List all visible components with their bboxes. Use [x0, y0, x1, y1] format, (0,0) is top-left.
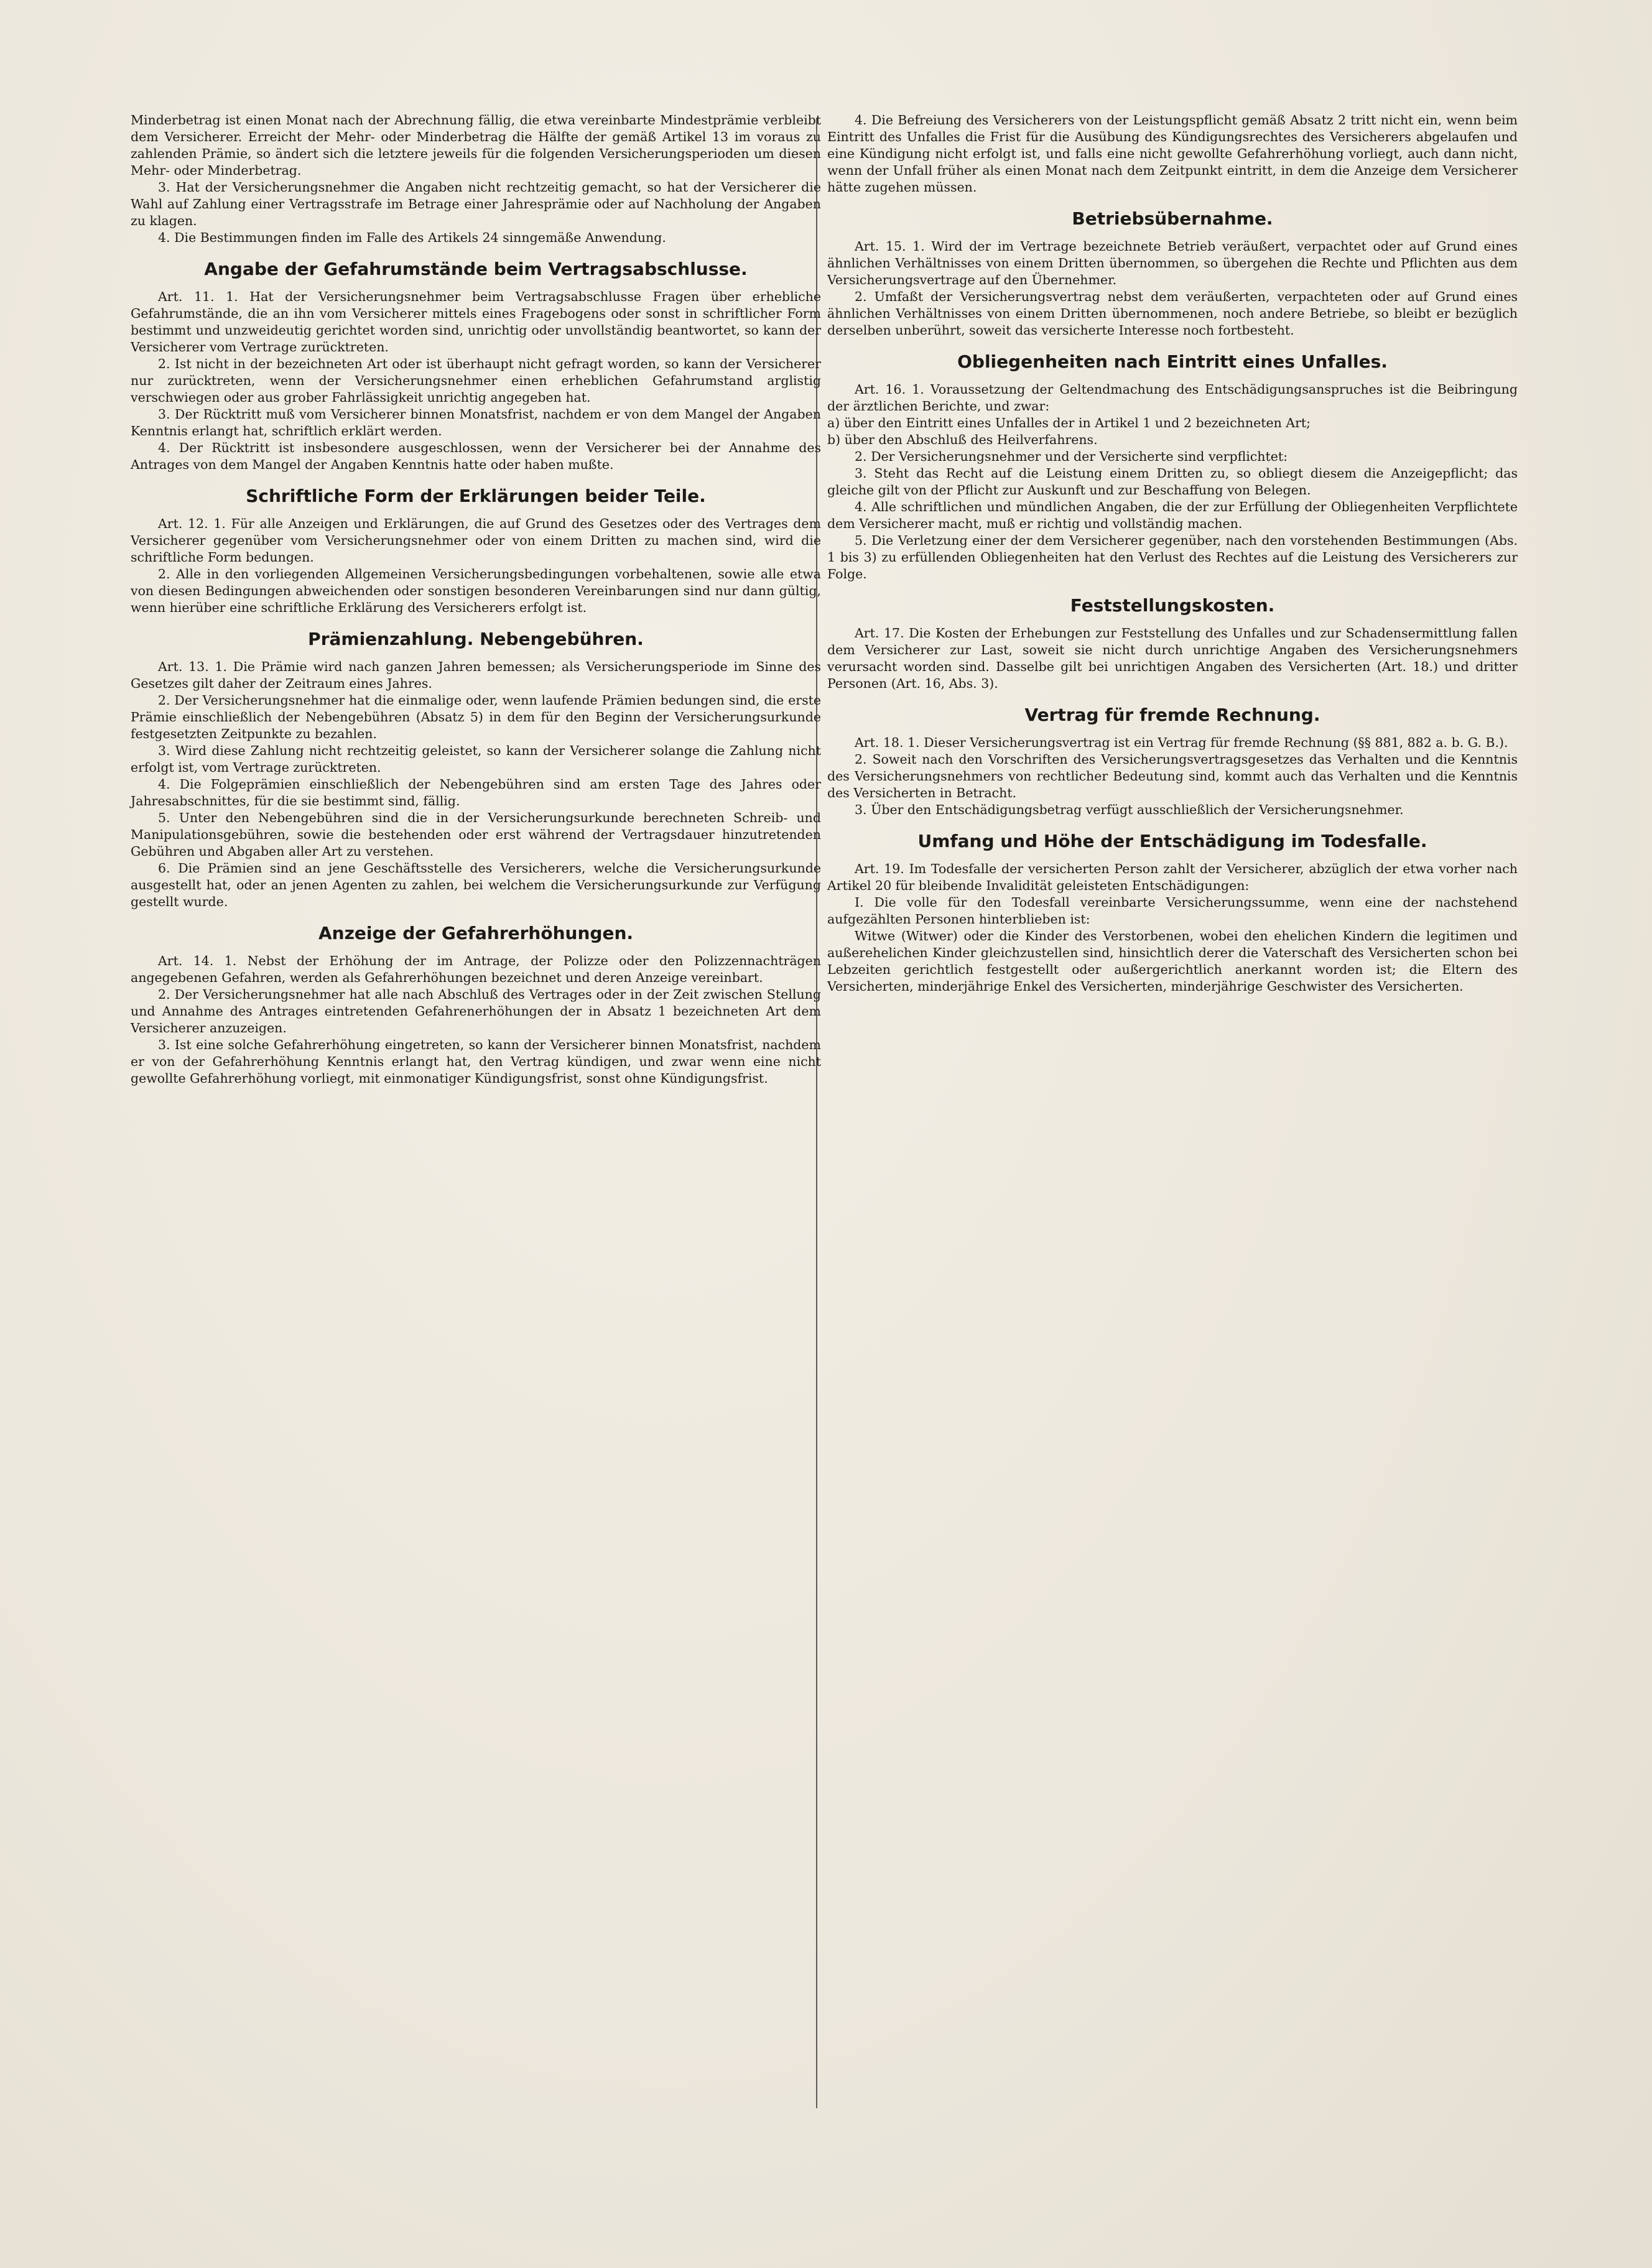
paragraph: Minderbetrag ist einen Monat nach der Abrechnung fällig, die etwa vereinbarte Mindestprämie verbleibt dem Versicherer. Erreicht der Mehr- oder Minderbetrag die Hälfte der gemäß Artikel 13 im voraus zu zahlenden Prämie, so ändert sich die letztere jeweils für die folgenden Versicherungsperioden um diesen Mehr- oder Minderbetrag. [131, 113, 821, 178]
paragraph: Art. 11. 1. Hat der Versicherungsnehmer beim Vertragsabschlusse Fragen über erhebliche Gefahrumstände, die an ihn vom Versicherer mittels eines Fragebogens oder sonst in schriftlicher Form bestimmt und unzweideutig gerichtet worden sind, unrichtig oder unvollständig beantwortet, so kann der Versicherer vom Vertrage zurücktreten. [131, 289, 821, 354]
paragraph: 5. Unter den Nebengebühren sind die in der Versicherungsurkunde berechneten Schreib- und Manipulationsgebühren, sowie die bestehenden oder erst während der Vertragsdauer hinzutretenden Gebühren und Abgaben aller Art zu verstehen. [131, 810, 821, 859]
paragraph: 2. Der Versicherungsnehmer und der Versicherte sind verpflichtet: [855, 449, 1288, 464]
paragraph: 5. Die Verletzung einer der dem Versicherer gegenüber, nach den vorstehenden Bestimmungen (Abs. 1 bis 3) zu erfüllenden Obliegenheiten hat den Verlust des Rechtes auf die Leistung des Versicherers zur Folge. [827, 533, 1518, 581]
paragraph: 4. Die Befreiung des Versicherers von der Leistungspflicht gemäß Absatz 2 tritt nicht ein, wenn beim Eintritt des Unfalles die Frist für die Ausübung des Kündigungsrechtes des Versicherers abgelaufen und eine Kündigung nicht erfolgt ist, und falls eine nicht gewollte Gefahrerhöhung vorliegt, auch dann nicht, wenn der Unfall früher als einen Monat nach dem Zeitpunkt eintritt, in dem die Anzeige dem Versicherer hätte zugehen müssen. [827, 113, 1518, 195]
section-heading: Prämienzahlung. Nebengebühren. [308, 629, 644, 649]
paragraph: Witwe (Witwer) oder die Kinder des Verstorbenen, wobei den ehelichen Kindern die legitimen und außerehelichen Kinder gleichzustellen sind, hinsichtlich derer die Vaterschaft des Versicherten schon bei Lebzeiten gerichtlich festgestellt oder außergerichtlich anerkannt worden ist; die Eltern des Versicherten, minderjährige Enkel des Versicherten, minderjährige Geschwister des Versicherten. [827, 928, 1518, 994]
section-heading: Angabe der Gefahrumstände beim Vertragsabschlusse. [204, 259, 748, 279]
paragraph: 2. Der Versicherungsnehmer hat alle nach Abschluß des Vertrages oder in der Zeit zwischen Stellung und Annahme des Antrages eintretenden Gefahrenerhöhungen der in Absatz 1 bezeichneten Art dem Versicherer anzuzeigen. [131, 987, 821, 1035]
paragraph: Art. 18. 1. Dieser Versicherungsvertrag ist ein Vertrag für fremde Rechnung (§§ 881, 882 a. b. G. B.). [855, 735, 1508, 750]
paragraph: 3. Steht das Recht auf die Leistung einem Dritten zu, so obliegt diesem die Anzeigepflicht; das gleiche gilt von der Pflicht zur Auskunft und zur Beschaffung von Belegen. [827, 466, 1518, 498]
paragraph: 3. Ist eine solche Gefahrerhöhung eingetreten, so kann der Versicherer binnen Monatsfrist, nachdem er von der Gefahrerhöhung Kenntnis erlangt hat, den Vertrag kündigen, und zwar wenn eine nicht gewollte Gefahrerhöhung vorliegt, mit einmonatiger Kündigungsfrist, sonst ohne Kündigungsfrist. [131, 1037, 821, 1086]
section-heading: Obliegenheiten nach Eintritt eines Unfalles. [957, 351, 1388, 372]
paragraph: 4. Die Folgeprämien einschließlich der Nebengebühren sind am ersten Tage des Jahres oder Jahresabschnittes, für die sie bestimmt sind, fällig. [131, 777, 821, 808]
section-heading: Vertrag für fremde Rechnung. [1024, 705, 1320, 725]
paragraph: 3. Über den Entschädigungsbetrag verfügt ausschließlich der Versicherungsnehmer. [855, 802, 1404, 817]
paragraph: 4. Der Rücktritt ist insbesondere ausgeschlossen, wenn der Versicherer bei der Annahme des Antrages von dem Mangel der Angaben Kenntnis hatte oder haben mußte. [131, 440, 821, 472]
paragraph: 2. Alle in den vorliegenden Allgemeinen Versicherungsbedingungen vorbehaltenen, sowie alle etwa von diesen Bedingungen abweichenden oder sonstigen besonderen Vereinbarungen sind nur dann gültig, wenn hierüber eine schriftliche Erklärung des Versicherers erfolgt ist. [131, 567, 821, 615]
paragraph: 2. Der Versicherungsnehmer hat die einmalige oder, wenn laufende Prämien bedungen sind, die erste Prämie einschließlich der Nebengebühren (Absatz 5) in dem für den Beginn der Versicherungsurkunde festgesetzten Zeitpunkte zu bezahlen. [131, 693, 821, 741]
list-item: b) über den Abschluß des Heilverfahrens. [827, 432, 1098, 447]
list-item: a) über den Eintritt eines Unfalles der in Artikel 1 und 2 bezeichneten Art; [827, 415, 1311, 430]
paragraph: 4. Die Bestimmungen finden im Falle des Artikels 24 sinngemäße Anwendung. [158, 230, 666, 245]
paragraph: 3. Der Rücktritt muß vom Versicherer binnen Monatsfrist, nachdem er von dem Mangel der Angaben Kenntnis erlangt hat, schriftlich erklärt werden. [131, 407, 821, 438]
paragraph: 3. Wird diese Zahlung nicht rechtzeitig geleistet, so kann der Versicherer solange die Zahlung nicht erfolgt ist, vom Vertrage zurücktreten. [131, 743, 821, 775]
paragraph: Art. 15. 1. Wird der im Vertrage bezeichnete Betrieb veräußert, verpachtet oder auf Grund eines ähnlichen Verhältnisses von einem Dritten übernommen, so übergehen die Rechte und Pflichten aus dem Versicherungsvertrage auf den Übernehmer. [827, 239, 1518, 287]
paragraph: Art. 14. 1. Nebst der Erhöhung der im Antrage, der Polizze oder den Polizzennachträgen angegebenen Gefahren, werden als Gefahrerhöhungen bezeichnet und deren Anzeige vereinbart. [131, 953, 821, 985]
section-heading: Schriftliche Form der Erklärungen beider Teile. [246, 486, 706, 506]
section-heading: Umfang und Höhe der Entschädigung im Todesfalle. [917, 831, 1427, 851]
paragraph: Art. 19. Im Todesfalle der versicherten Person zahlt der Versicherer, abzüglich der etwa vorher nach Artikel 20 für bleibende Invalidität geleisteten Entschädigungen: [827, 861, 1518, 893]
paragraph: Art. 12. 1. Für alle Anzeigen und Erklärungen, die auf Grund des Gesetzes oder des Vertrages dem Versicherer gegenüber vom Versicherungsnehmer oder von einem Dritten zu machen sind, wird die schriftliche Form bedungen. [131, 516, 821, 565]
section-heading: Betriebsübernahme. [1072, 208, 1273, 229]
paragraph: I. Die volle für den Todesfall vereinbarte Versicherungssumme, wenn eine der nachstehend aufgezählten Personen hinterblieben ist: [827, 895, 1518, 927]
paragraph: 2. Soweit nach den Vorschriften des Versicherungsvertragsgesetzes das Verhalten und die Kenntnis des Versicherungsnehmers von rechtlicher Bedeutung sind, kommt auch das Verhalten und die Kenntnis des Versicherten in Betracht. [827, 752, 1518, 800]
paragraph: Art. 13. 1. Die Prämie wird nach ganzen Jahren bemessen; als Versicherungsperiode im Sinne des Gesetzes gilt daher der Zeitraum eines Jahres. [131, 659, 821, 691]
section-heading: Feststellungskosten. [1070, 595, 1275, 616]
paragraph: 6. Die Prämien sind an jene Geschäftsstelle des Versicherers, welche die Versicherungsurkunde ausgestellt hat, oder an jenen Agenten zu zahlen, bei welchem die Versicherungsurkunde zur Verfügung gestellt wurde. [131, 861, 821, 909]
paragraph: 4. Alle schriftlichen und mündlichen Angaben, die der zur Erfüllung der Obliegenheiten Verpflichtete dem Versicherer macht, muß er richtig und vollständig machen. [827, 499, 1518, 531]
right-column [827, 112, 1518, 995]
paragraph: Art. 17. Die Kosten der Erhebungen zur Feststellung des Unfalles und zur Schadensermittlung fallen dem Versicherer zur Last, soweit sie nicht durch unrichtige Angaben des Versicherungsnehmers verursacht worden sind. Dasselbe gilt bei unrichtigen Angaben des Versicherten (Art. 18.) und dritter Personen (Art. 16, Abs. 3). [827, 626, 1518, 691]
paragraph: 2. Ist nicht in der bezeichneten Art oder ist überhaupt nicht gefragt worden, so kann der Versicherer nur zurücktreten, wenn der Versicherungsnehmer einen erheblichen Gefahrumstand arglistig verschwiegen oder aus grober Fahrlässigkeit unrichtig angegeben hat. [131, 356, 821, 405]
left-column [131, 112, 821, 1087]
section-heading: Anzeige der Gefahrerhöhungen. [318, 923, 634, 943]
paragraph: Art. 16. 1. Voraussetzung der Geltendmachung des Entschädigungsanspruches ist die Beibringung der ärztlichen Berichte, und zwar: [827, 382, 1518, 414]
paragraph: 3. Hat der Versicherungsnehmer die Angaben nicht rechtzeitig gemacht, so hat der Versicherer die Wahl auf Zahlung einer Vertragsstrafe im Betrage einer Jahresprämie oder auf Nachholung der Angaben zu klagen. [131, 180, 821, 228]
paragraph: 2. Umfaßt der Versicherungsvertrag nebst dem veräußerten, verpachteten oder auf Grund eines ähnlichen Verhältnisses von einem Dritten übernommenen, noch andere Betriebe, so bleibt er bezüglich derselben unberührt, soweit das versicherte Interesse noch fortbesteht. [827, 289, 1518, 338]
